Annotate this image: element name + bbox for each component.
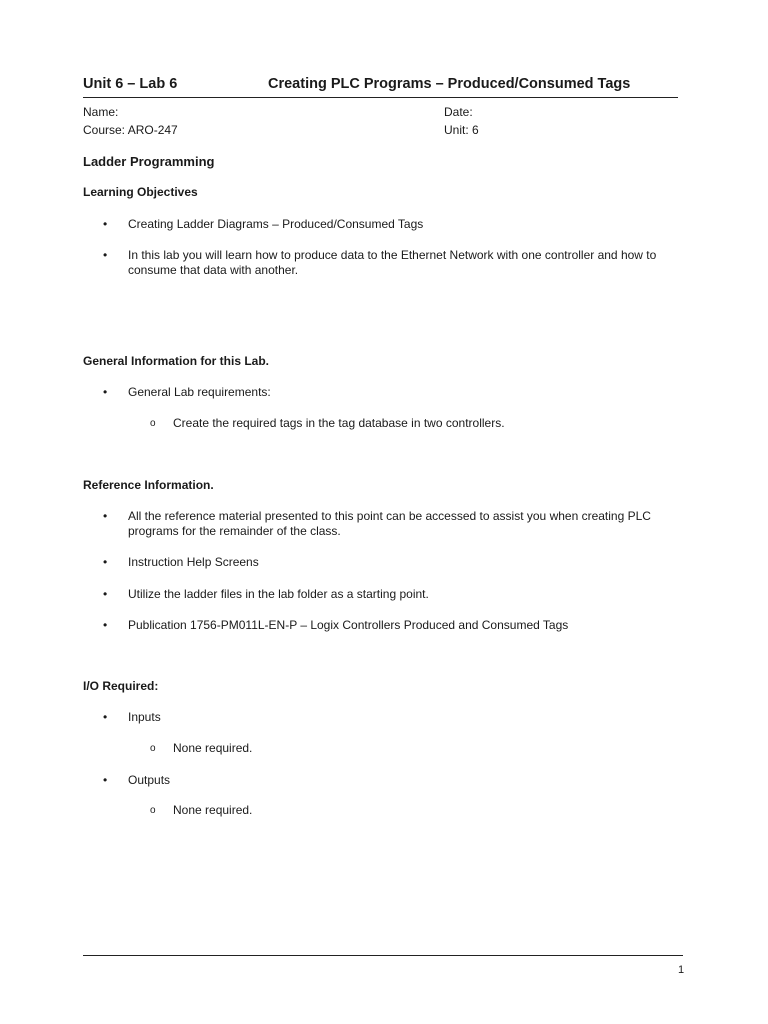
sub-list-item-text: None required. <box>173 803 253 817</box>
ladder-programming-heading: Ladder Programming <box>83 154 215 169</box>
name-label: Name: <box>83 105 119 119</box>
bullet-icon: • <box>103 217 108 231</box>
list-item-text: Utilize the ladder files in the lab folder as a starting point. <box>128 587 429 601</box>
list-item-text: In this lab you will learn how to produce data to the Ethernet Network with one controller and how to consume that data with another. <box>128 248 657 277</box>
learning-objectives-heading: Learning Objectives <box>83 185 198 199</box>
bullet-icon: • <box>103 710 108 724</box>
bullet-icon: • <box>103 248 108 262</box>
sub-list-item-text: Create the required tags in the tag database in two controllers. <box>173 416 505 430</box>
list-item-text: General Lab requirements: <box>128 385 271 399</box>
unit-lab-title: Unit 6 – Lab 6 <box>83 76 178 92</box>
circle-bullet-icon: o <box>150 418 156 429</box>
sub-list-item-text: None required. <box>173 741 253 755</box>
list-item-text: Publication 1756-PM011L-EN-P – Logix Controllers Produced and Consumed Tags <box>128 618 569 632</box>
list-item-text: Inputs <box>128 710 161 724</box>
bullet-icon: • <box>103 587 108 601</box>
circle-bullet-icon: o <box>150 743 156 754</box>
list-item-text: Creating Ladder Diagrams – Produced/Consumed Tags <box>128 217 424 231</box>
list-item-text: Instruction Help Screens <box>128 555 259 569</box>
date-label: Date: <box>444 105 473 119</box>
reference-information-heading: Reference Information. <box>83 478 214 492</box>
circle-bullet-icon: o <box>150 805 156 816</box>
unit-label: Unit: 6 <box>444 123 479 137</box>
bullet-icon: • <box>103 385 108 399</box>
general-information-heading: General Information for this Lab. <box>83 354 270 368</box>
page-header <box>83 73 678 98</box>
bullet-icon: • <box>103 509 108 523</box>
bullet-icon: • <box>103 555 108 569</box>
list-item-text: All the reference material presented to this point can be accessed to assist you when creating PLC programs for the remainder of the class. <box>128 509 651 538</box>
bullet-icon: • <box>103 773 108 787</box>
list-item-text: Outputs <box>128 773 171 787</box>
io-required-heading: I/O Required: <box>83 679 159 693</box>
bullet-icon: • <box>103 618 108 632</box>
page-number: 1 <box>678 964 685 976</box>
lab-title: Creating PLC Programs – Produced/Consumed Tags <box>268 76 631 92</box>
course-label: Course: ARO-247 <box>83 123 178 137</box>
footer-divider <box>83 955 683 956</box>
